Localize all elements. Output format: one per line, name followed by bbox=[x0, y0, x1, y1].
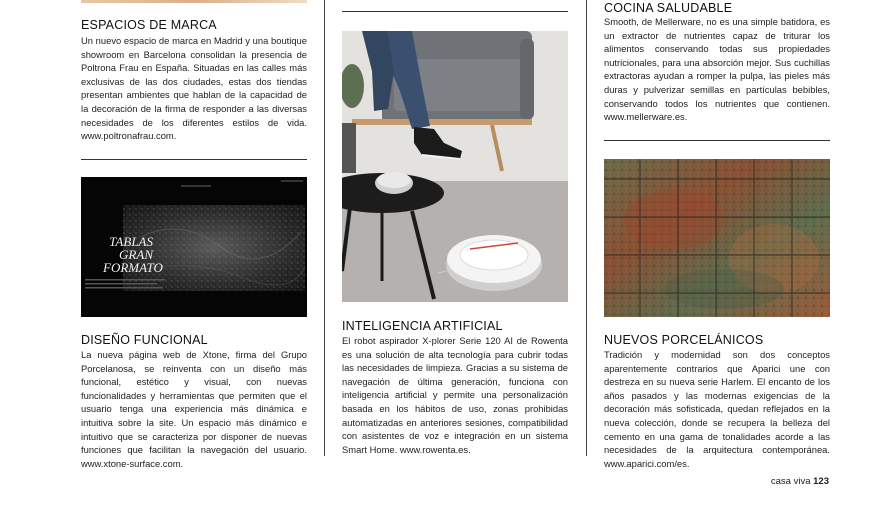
caption-line-1: TABLAS bbox=[109, 234, 153, 249]
caption-line-2: GRAN bbox=[119, 247, 153, 262]
article-title: INTELIGENCIA ARTIFICIAL bbox=[342, 319, 503, 333]
article-title: NUEVOS PORCELÁNICOS bbox=[604, 333, 764, 347]
article-cocina-saludable bbox=[604, 1, 830, 124]
column-divider-left bbox=[324, 0, 325, 456]
column-divider-right bbox=[586, 0, 587, 456]
article-title: ESPACIOS DE MARCA bbox=[81, 18, 217, 32]
article-nuevos-porcelanicos bbox=[604, 333, 830, 470]
article-title: COCINA SALUDABLE bbox=[604, 1, 733, 15]
section-rule bbox=[342, 11, 568, 12]
robot-vacuum-image bbox=[342, 31, 568, 302]
xtone-image-caption bbox=[103, 234, 163, 275]
robot-vacuum-scene bbox=[342, 31, 568, 302]
xtone-website-image bbox=[81, 177, 307, 317]
article-body: Un nuevo espacio de marca en Madrid y una boutique showroom en Barcelona consolidan la presencia de Poltrona Frau en España. Situadas en las calles más exclusivas de las dos ciudades, estas dos tiendas presentan ambientes que hablan de la capacidad de la decoración de la firma de responder a las diversas necesidades de los diferentes estilos de vida. www.poltronafrau.com. bbox=[81, 35, 307, 142]
page-footer bbox=[771, 476, 829, 487]
porcelain-tiles-image bbox=[604, 159, 830, 317]
article-title: DISEÑO FUNCIONAL bbox=[81, 333, 208, 347]
article-body: La nueva página web de Xtone, firma del Grupo Porcelanosa, se reinventa con un diseño más funcional, estético y visual, con nuevas funcionalidades y herramientas que permiten que el usuario tenga una experiencia más dinámica e intuitiva sobre la site. Un espacio más dinámico e intuitivo que se caracteriza por disponer de nuevas funciones que facilitan la navegación del usuario. www.xtone-surface.com. bbox=[81, 349, 307, 469]
section-rule bbox=[81, 159, 307, 160]
article-espacios-de-marca bbox=[81, 18, 307, 143]
harlem-tiles-graphic bbox=[604, 159, 830, 317]
article-body: Tradición y modernidad son dos conceptos aparentemente contrarios que Aparici une con destreza en su nueva serie Harlem. El encanto de los años pasados y las modernas exigencias de la decoración más sofisticada, quedan reflejados en la nueva colección, donde se recupera la belleza del cemento en una gama de tonalidades acorde a las necesidades de la arquitectura contemporánea. www.aparici.com/es. bbox=[604, 349, 830, 469]
top-image-strip bbox=[81, 0, 307, 3]
article-inteligencia-artificial bbox=[342, 319, 568, 456]
article-diseno-funcional bbox=[81, 333, 307, 470]
article-body: Smooth, de Mellerware, no es una simple batidora, es un extractor de nutrientes capaz de triturar los alimentos conservando todas sus propiedades nutricionales, para una absorción mejor. Sus cuchillas extractoras ayudan a romper la pulpa, las pieles más duras y pulverizar semillas en partículas bebibles, conservando todos los nutrientes que contienen. www.mellerware.es. bbox=[604, 16, 830, 123]
article-body: El robot aspirador X-plorer Serie 120 AI de Rowenta es una solución de alta tecnología para cubrir todas las necesidades de limpieza. Gracias a su sistema de navegación de última generación, funciona con inteligencia artificial y permite una personalización basada en los hábitos de uso, zonas prohibidas automatizadas en anteriores sesiones, compatibilidad con asistentes de voz e integración en un sistema Smart Home. www.rowenta.es. bbox=[342, 335, 568, 455]
magazine-name: casa viva bbox=[770, 476, 811, 487]
caption-line-3: FORMATO bbox=[103, 260, 163, 275]
page-number: 123 bbox=[813, 476, 829, 487]
section-rule bbox=[604, 140, 830, 141]
